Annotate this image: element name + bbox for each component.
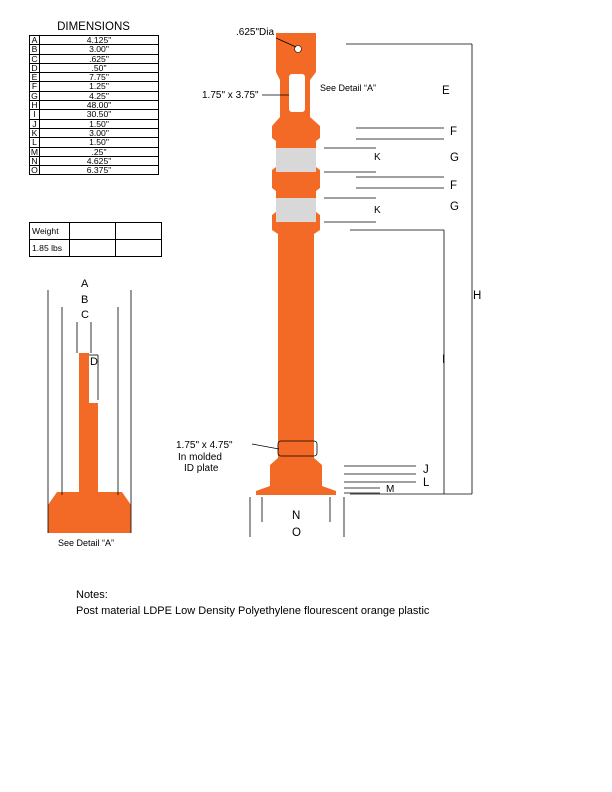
dimension-letter: I — [30, 110, 40, 119]
dim-label-k-upper: K — [374, 152, 381, 163]
notes-text: Post material LDPE Low Density Polyethylene flourescent orange plastic — [76, 605, 430, 617]
dim-label-m: M — [386, 484, 395, 495]
reflective-band-lower — [276, 198, 316, 222]
dimension-value: 30.50" — [40, 110, 159, 119]
detail-label-b: B — [81, 294, 89, 306]
dimensions-title: DIMENSIONS — [57, 21, 130, 33]
dimension-value: 3.00" — [40, 128, 159, 137]
dimension-value: 4.25" — [40, 91, 159, 100]
dimension-value: 3.00" — [40, 45, 159, 54]
dimension-letter: J — [30, 119, 40, 128]
dimension-letter: M — [30, 146, 39, 157]
dim-label-k-lower: K — [374, 205, 381, 216]
dim-label-h: H — [473, 290, 482, 302]
dimension-value: 48.00" — [40, 101, 159, 110]
detail-label-d: D — [90, 356, 98, 368]
dimension-value: 1.50" — [40, 138, 159, 147]
dimension-value: 1.25" — [40, 82, 159, 91]
see-detail-callout: See Detail “A” — [320, 83, 377, 93]
notes-heading: Notes: — [76, 589, 108, 601]
dimension-letter: A — [30, 36, 40, 45]
dimension-value: .50" — [40, 63, 159, 72]
dimension-letter: D — [31, 62, 38, 73]
dimension-value: .25" — [40, 147, 159, 156]
dimension-letter: O — [31, 165, 38, 176]
dimension-letter: C — [31, 53, 38, 64]
detail-label-a: A — [81, 278, 89, 290]
dimension-letter: L — [30, 138, 40, 147]
dimension-letter: N — [31, 155, 38, 166]
dimension-letter: G — [31, 90, 38, 101]
dimension-letter: E — [30, 73, 40, 82]
dimension-value: 7.75" — [40, 73, 159, 82]
id-plate-line3: ID plate — [184, 463, 219, 474]
dim-label-e: E — [442, 85, 450, 97]
dimension-letter: K — [30, 128, 40, 137]
weight-value: 1.85 lbs — [30, 240, 70, 257]
notes-section — [76, 587, 429, 619]
dimension-value: 1.50" — [40, 119, 159, 128]
dim-label-i: I — [442, 354, 446, 366]
dimension-value: 4.125" — [40, 36, 159, 45]
detail-label-c: C — [81, 309, 89, 321]
traffic-post — [256, 33, 336, 495]
reflective-band-upper — [276, 148, 316, 172]
dim-label-j: J — [423, 464, 429, 476]
weight-label: Weight — [30, 223, 70, 240]
dimension-letter: H — [31, 100, 38, 111]
dimension-letter: F — [30, 82, 40, 91]
detail-a-drawing — [48, 290, 131, 533]
dim-label-l: L — [423, 477, 430, 489]
dim-label-g-upper: G — [450, 152, 459, 164]
detail-caption: See Detail “A” — [58, 538, 115, 548]
dim-label-g-lower: G — [450, 201, 459, 213]
dimension-value: .625" — [40, 54, 159, 63]
dim-label-n: N — [292, 510, 301, 522]
dimension-letter: B — [30, 45, 40, 54]
dim-label-f-upper: F — [450, 126, 458, 138]
detail-a-shape — [48, 353, 131, 533]
dim-label-o: O — [292, 527, 301, 539]
dimension-value: 6.375" — [40, 166, 159, 175]
slot-opening — [289, 74, 305, 112]
dim-label-f-lower: F — [450, 180, 458, 192]
hole-callout: .625"Dia — [236, 27, 275, 38]
id-plate-line1: 1.75" x 4.75" — [176, 440, 233, 451]
slot-callout: 1.75" x 3.75" — [202, 90, 259, 101]
id-plate-line2: In molded — [178, 452, 222, 463]
dimension-value: 4.625" — [40, 156, 159, 165]
